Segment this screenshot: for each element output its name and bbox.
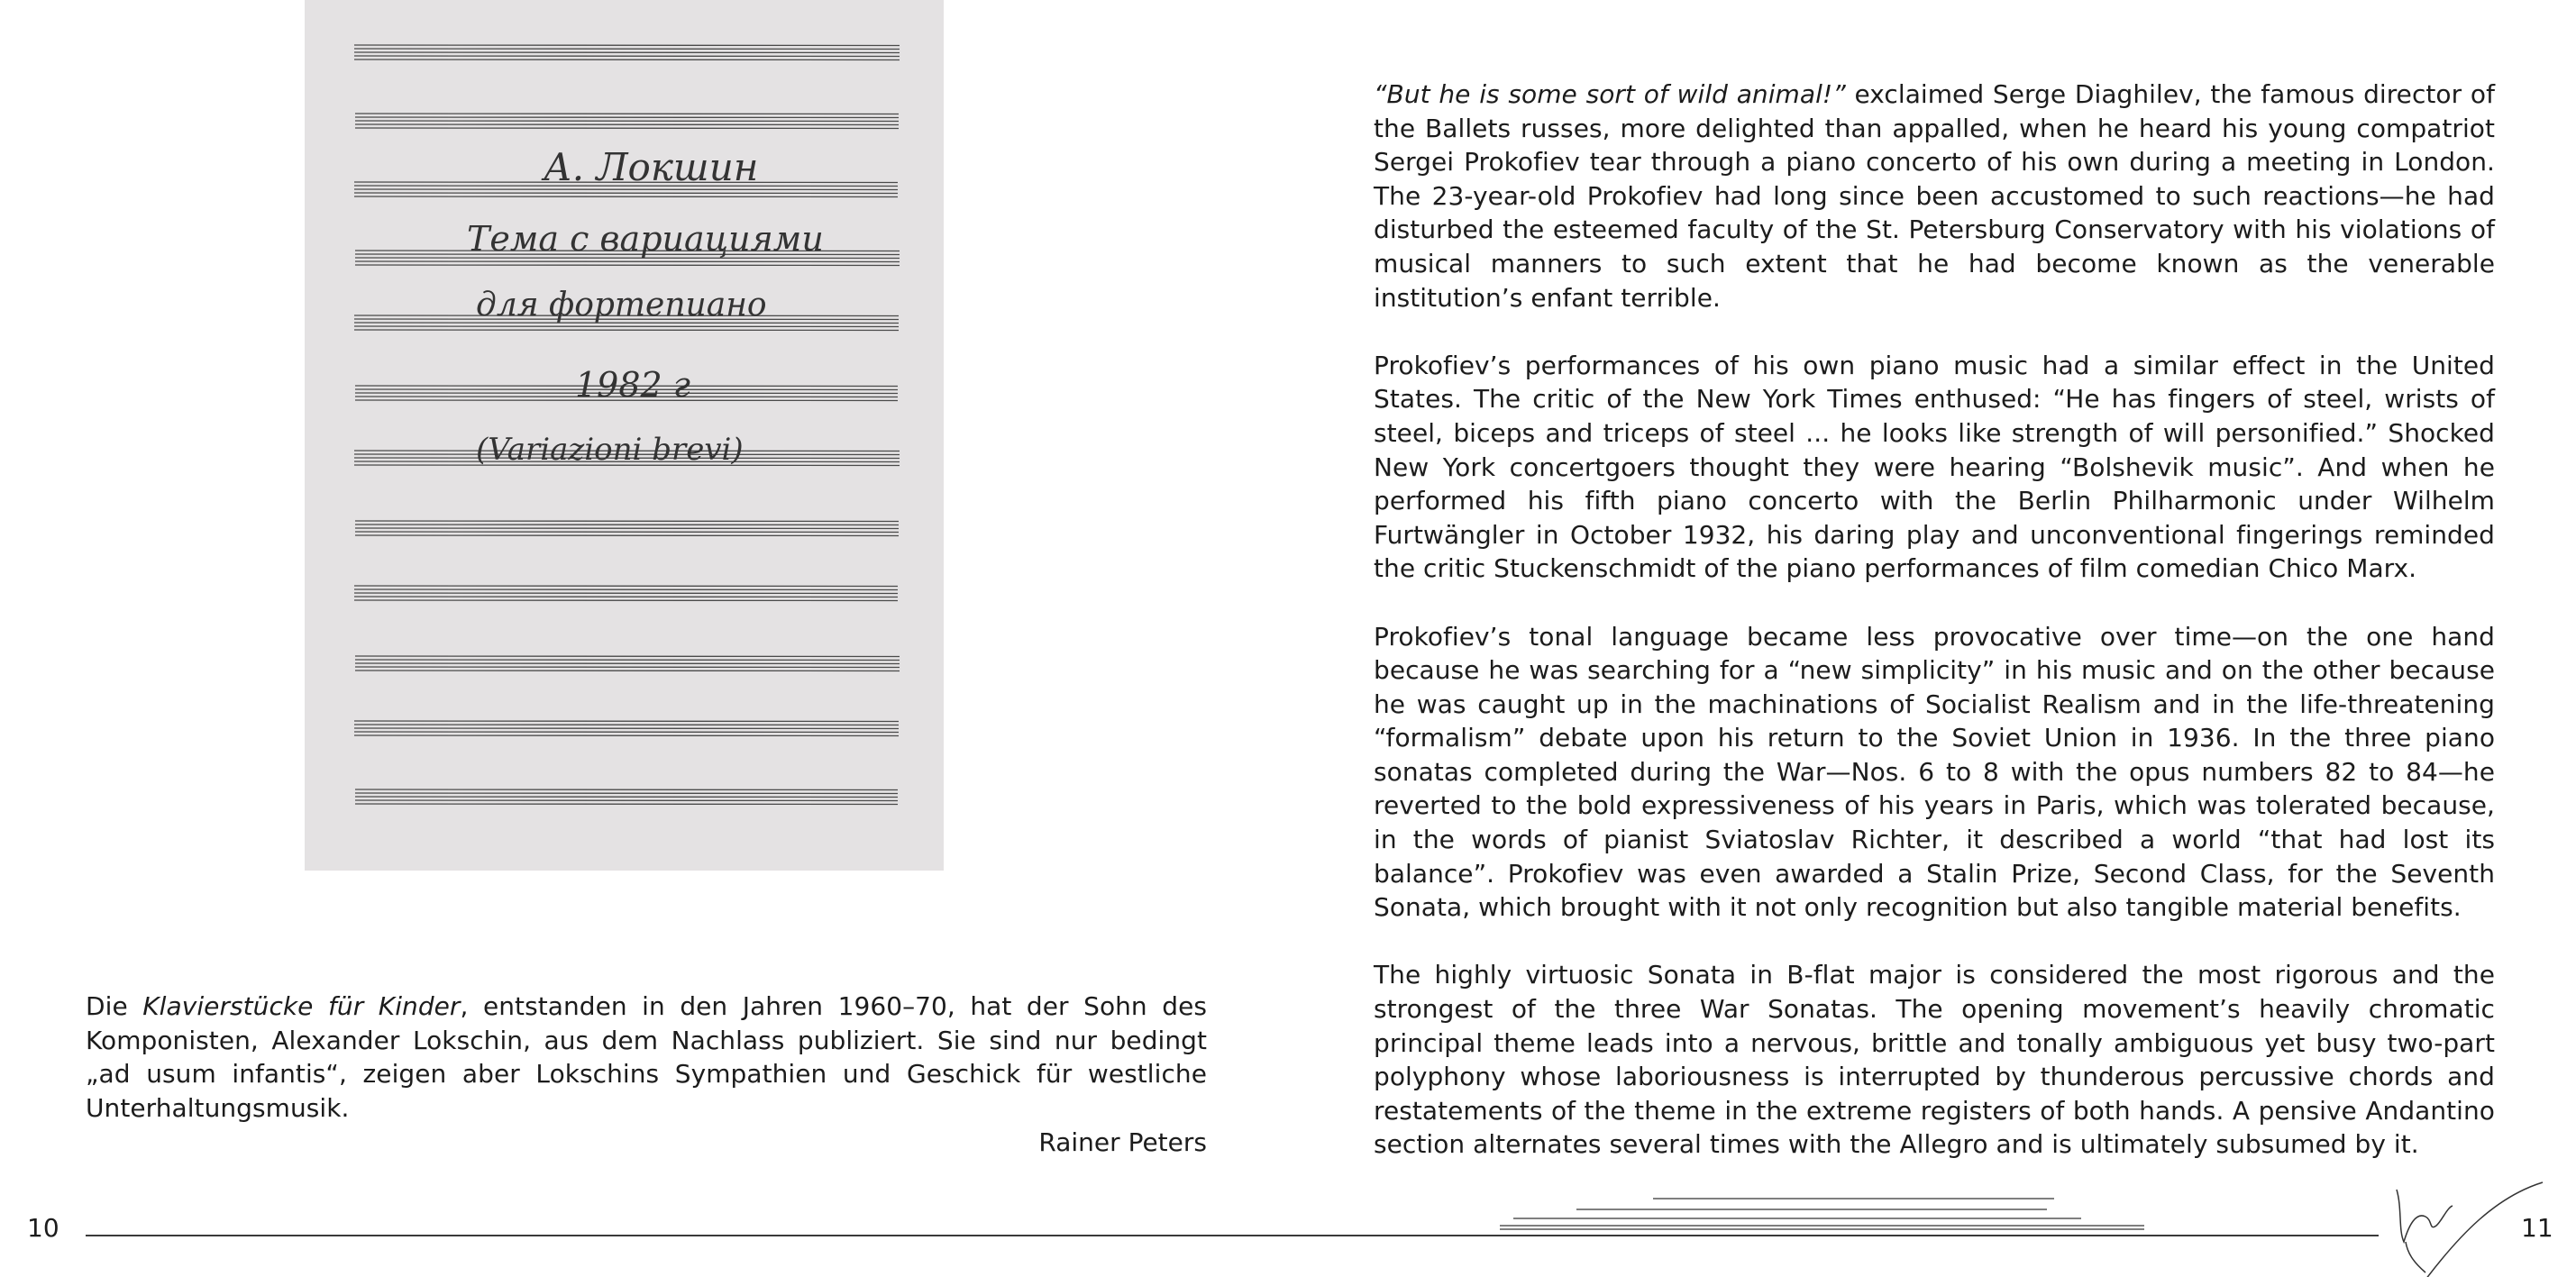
handwriting xyxy=(305,0,944,871)
paragraph-text: exclaimed Serge Diaghilev, the famous director of the Ballets russes, more delighted than appalled, when he heard his young compatriot Sergei Prokofiev tear through a piano concerto of his own during a meeting in London. The 23-year-old Prokofiev had long since been accustomed to such reactions—he had disturbed the esteemed faculty of the St. Petersburg Conservatory with his violations of musical manners to such extent that he had become known as the venerable institution’s enfant terrible. xyxy=(1374,79,2495,313)
essay-paragraph-2: Prokofiev’s performances of his own piano music had a similar effect in the United States. The critic of the New York Times enthused: “He has fingers of steel, wrists of steel, biceps and triceps of steel ... he looks like strength of will personified.” Shocked New York concertgoers thought they were hearing “Bolshevik music”. And when he performed his fifth piano concerto with the Berlin Philharmonic under Wilhelm Furtwängler in October 1932, his daring play and unconventional fingerings reminded the critic Stuckenschmidt of the piano performances of film comedian Chico Marx. xyxy=(1374,350,2495,584)
right-page xyxy=(1288,0,2576,1277)
manuscript-image xyxy=(305,0,944,871)
footer-rule-left xyxy=(86,1235,1288,1236)
handwritten-line-2: Тема с вариациями xyxy=(467,219,824,259)
work-title: Klavierstücke für Kinder xyxy=(142,991,461,1021)
german-paragraph xyxy=(86,990,1207,1125)
handwritten-line-1: А. Локшин xyxy=(544,145,759,189)
handwritten-line-3: для фортепиано xyxy=(476,287,767,324)
quote-lead: “But he is some sort of wild animal!” xyxy=(1374,79,1846,109)
essay-paragraph-4: The highly virtuosic Sonata in B-flat major is considered the most rigorous and the strongest of the three War Sonatas. The opening movement’s heavily chromatic principal theme leads into a nervous, brittle and tonally ambiguous yet busy two-part polyphony whose laboriousness is interrupted by thunderous percussive chords and restatements of the theme in the extreme registers of both hands. A pensive Andantino section alternates several times with the Allegro and is ultimately subsumed by it. xyxy=(1374,960,2495,1160)
handwritten-line-5: (Variazioni brevi) xyxy=(476,432,744,468)
essay-paragraph-1 xyxy=(1374,78,2495,315)
essay-paragraph-3: Prokofiev’s tonal language became less provocative over time—on the one hand because he was searching for a “new simplicity” in his music and on the other because he was caught up in the machinations of Socialist Realism and in the life-threatening “formalism” debate upon his return to the Soviet Union in 1936. In the three piano sonatas completed during the War—Nos. 6 to 8 with the opus numbers 82 to 84—he reverted to the bold expressiveness of his years in Paris, which was tolerated because, in the words of pianist Sviatoslav Richter, it described a world “that had lost its balance”. Prokofiev was even awarded a Stalin Prize, Second Class, for the Seventh Sonata, which brought with it not only recognition but also tangible material benefits. xyxy=(1374,621,2495,923)
english-essay xyxy=(1374,78,2495,1162)
author-name: Rainer Peters xyxy=(1038,1127,1207,1157)
page-number-right: 11 xyxy=(2521,1213,2553,1243)
decorative-lines xyxy=(1288,1172,2576,1277)
german-note xyxy=(86,990,1207,1125)
paragraph-body: , entstanden in den Jahren 1960–70, hat der Sohn des Komponisten, Alexander Lokschin, aus dem Nachlass publiziert. Sie sind nur bedingt „ad usum infantis“, zeigen aber Lokschins Sympathien und Geschick für westliche Unterhaltungsmusik. xyxy=(86,991,1207,1123)
page-number-left: 10 xyxy=(27,1213,59,1243)
paragraph-prefix: Die xyxy=(86,991,143,1021)
footer-rule-right xyxy=(1288,1235,2379,1236)
handwritten-line-4: 1982 г xyxy=(575,365,690,405)
